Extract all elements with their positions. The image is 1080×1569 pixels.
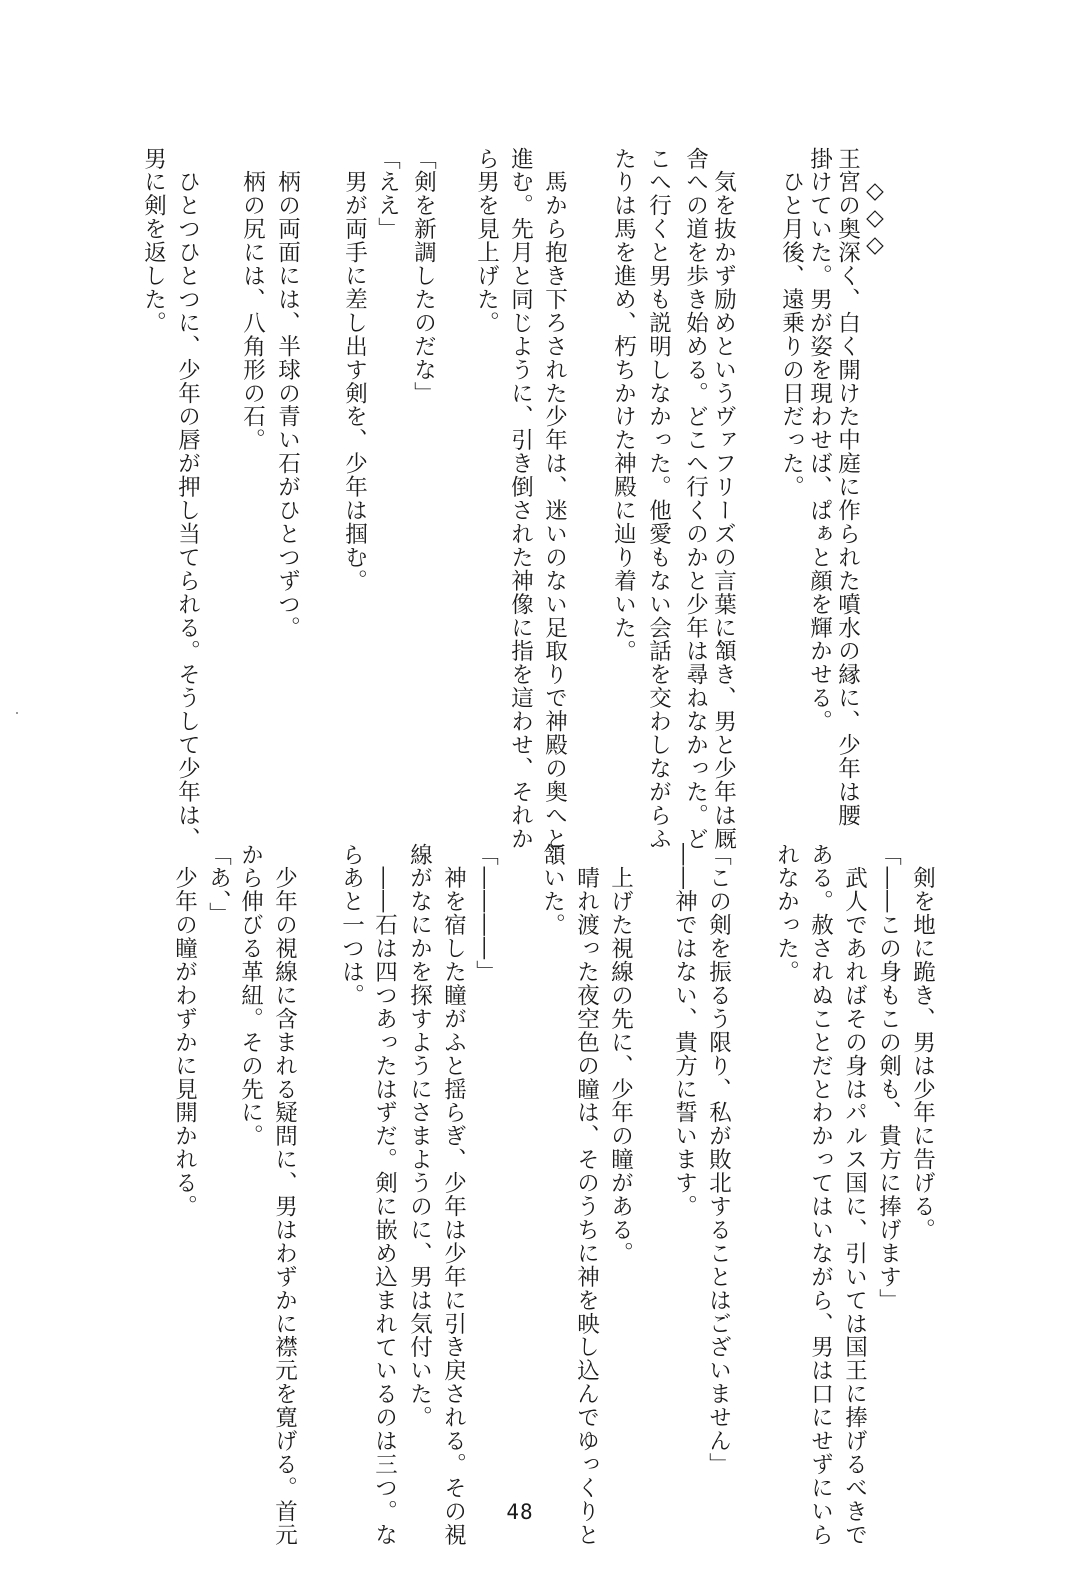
text-line: 神を宿した瞳がふと揺らぎ、少年は少年に引き戻される。その視 [440,843,467,1547]
text-line: ある。赦されぬことだとわかってはいながら、男は口にせずにいら [807,843,834,1547]
text-line: 剣を地に跪き、男は少年に告げる。 [909,843,936,1242]
text-line: こへ行くと男も説明しなかった。他愛もない会話を交わしながらふ [645,147,672,851]
text-line: らあと一つは。 [338,843,365,1008]
text-line: ひと月後、遠乗りの日だった。 [778,147,805,499]
text-line: ――神ではない、貴方に誓います。 [671,843,698,1219]
text-line: 晴れ渡った夜空色の瞳は、そのうちに神を映し込んでゆっくりと [573,843,600,1547]
text-line: れなかった。 [773,843,800,984]
text-line: 「あ、」 [205,843,232,926]
page-number: 48 [506,1500,534,1524]
text-line: 「――この身もこの剣も、貴方に捧げます」 [875,843,902,1312]
text-line: 柄の両面には、半球の青い石がひとつずつ。 [274,147,301,640]
text-line: 男が両手に差し出す剣を、少年は掴む。 [341,147,368,593]
text-line: 男に剣を返した。 [140,147,167,335]
text-line: 舎への道を歩き始める。どこへ行くのかと少年は尋ねなかった。ど [682,147,709,851]
text-line: 馬から抱き下ろされた少年は、迷いのない足取りで神殿の奥へと [541,147,568,851]
text-line: ――石は四つあったはずだ。剣に嵌め込まれているのは三つ。な [371,843,398,1547]
text-line: ひとつひとつに、少年の唇が押し当てられる。そうして少年は、 [174,147,201,851]
text-line: 線がなにかを探すようにさまようのに、男は気付いた。 [406,843,433,1430]
text-line: 王宮の奥深く、白く開けた中庭に作られた噴水の縁に、少年は腰 [834,147,861,828]
text-line: 進む。先月と同じように、引き倒された神像に指を這わせ、それか [507,147,534,851]
text-line: 気を抜かず励めというヴァフリーズの言葉に頷き、男と少年は厩 [710,147,737,851]
text-line: 少年の瞳がわずかに見開かれる。 [171,843,198,1219]
text-line: 「この剣を振るう限り、私が敗北することはございません」 [705,843,732,1477]
text-line: 「剣を新調したのだな」 [410,147,437,405]
text-line: 「――――」 [472,843,499,984]
text-line: 柄の尻には、八角形の石。 [239,147,266,452]
text-line: から伸びる革紐。その先に。 [237,843,264,1148]
scan-speck [16,712,18,714]
text-line: 少年の視線に含まれる疑問に、男はわずかに襟元を寛げる。首元 [271,843,298,1547]
text-line: 「ええ」 [374,147,401,241]
text-line: たりは馬を進め、朽ちかけた神殿に辿り着いた。 [610,147,637,663]
text-line: 武人であればその身はパルス国に、引いては国王に捧げるべきで [841,843,868,1547]
text-line: 掛けていた。男が姿を現わせば、ぱぁと顔を輝かせる。 [806,147,833,734]
text-line: 上げた視線の先に、少年の瞳がある。 [607,843,634,1266]
text-line: ら男を見上げた。 [473,147,500,335]
section-break: ◇◇◇ [862,178,888,259]
text-line: 頷いた。 [539,843,566,937]
